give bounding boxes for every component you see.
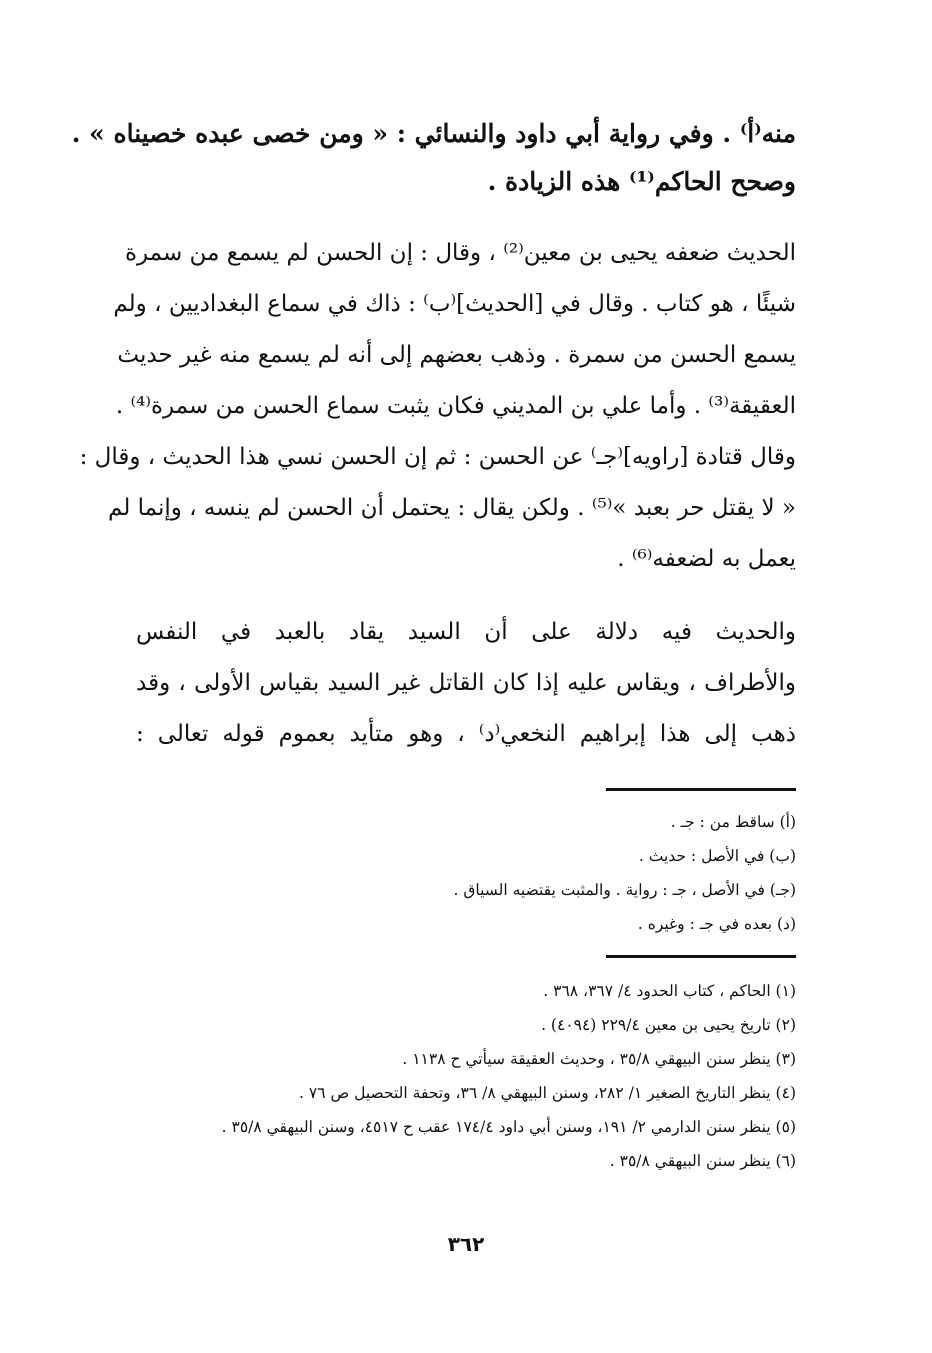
footnote-divider bbox=[606, 788, 796, 791]
text-line: والحديث فيه دلالة على أن السيد يقاد بالعبد في النفس bbox=[136, 619, 796, 645]
variant-note: (أ) ساقط من : جـ . bbox=[670, 813, 796, 831]
source-note: (٥) ينظر سنن الدارمي ٢/ ١٩١، وسنن أبي داود ١٧٤/٤ عقب ح ٤٥١٧، وسنن البيهقي ٣٥/٨ . bbox=[221, 1118, 796, 1136]
text-line: يعمل به لضعفه⁽⁶⁾ . bbox=[617, 546, 796, 572]
paragraph-hadith-weakness bbox=[79, 228, 796, 585]
source-note: (٦) ينظر سنن البيهقي ٣٥/٨ . bbox=[609, 1152, 796, 1170]
intro-paragraph bbox=[71, 110, 796, 206]
source-note: (١) الحاكم ، كتاب الحدود ٤/ ٣٦٧، ٣٦٨ . bbox=[543, 982, 796, 1000]
source-note: (٢) تاريخ يحيى بن معين ٢٢٩/٤ (٤٠٩٤) . bbox=[541, 1016, 796, 1034]
text-line: الحديث ضعفه يحيى بن معين⁽²⁾ ، وقال : إن الحسن لم يسمع من سمرة bbox=[124, 240, 796, 266]
variant-note: (ب) في الأصل : حديث . bbox=[638, 847, 796, 865]
variant-note: (جـ) في الأصل ، جـ : رواية . والمثبت يقتضيه السياق . bbox=[453, 881, 796, 899]
footnote-divider bbox=[606, 955, 796, 958]
intro-line: منه⁽أ⁾ . وفي رواية أبي داود والنسائي : « ومن خصى عبده خصيناه » . bbox=[71, 119, 796, 148]
source-note: (٣) ينظر سنن البيهقي ٣٥/٨ ، وحديث العقيقة سيأتي ح ١١٣٨ . bbox=[402, 1050, 796, 1068]
variant-note: (د) بعده في جـ : وغيره . bbox=[637, 915, 796, 933]
intro-line: وصحح الحاكم⁽¹⁾ هذه الزيادة . bbox=[487, 167, 796, 196]
page-content bbox=[71, 110, 796, 1178]
text-line: شيئًا ، هو كتاب . وقال في [الحديث]⁽ب⁾ : ذاك في سماع البغداديين ، ولم bbox=[113, 291, 796, 317]
page-number: ٣٦٢ bbox=[447, 1232, 485, 1256]
text-line: ذهب إلى هذا إبراهيم النخعي⁽د⁾ ، وهو متأيد بعموم قوله تعالى : bbox=[136, 721, 796, 747]
text-line: وقال قتادة [راويه]⁽جـ⁾ عن الحسن : ثم إن الحسن نسي هذا الحديث ، وقال : bbox=[79, 444, 796, 470]
text-line: « لا يقتل حر بعبد »⁽⁵⁾ . ولكن يقال : يحتمل أن الحسن لم ينسه ، وإنما لم bbox=[108, 495, 796, 521]
paragraph-ruling bbox=[136, 607, 796, 760]
source-note: (٤) ينظر التاريخ الصغير ١/ ٢٨٢، وسنن البيهقي ٨/ ٣٦، وتحفة التحصيل ص ٧٦ . bbox=[299, 1084, 796, 1102]
source-footnotes bbox=[136, 974, 796, 1178]
variant-footnotes bbox=[136, 805, 796, 941]
text-line: يسمع الحسن من سمرة . وذهب بعضهم إلى أنه لم يسمع منه غير حديث bbox=[117, 342, 796, 368]
text-line: العقيقة⁽³⁾ . وأما علي بن المديني فكان يثبت سماع الحسن من سمرة⁽⁴⁾ . bbox=[115, 393, 796, 419]
text-line: والأطراف ، ويقاس عليه إذا كان القاتل غير السيد بقياس الأولى ، وقد bbox=[136, 670, 796, 696]
